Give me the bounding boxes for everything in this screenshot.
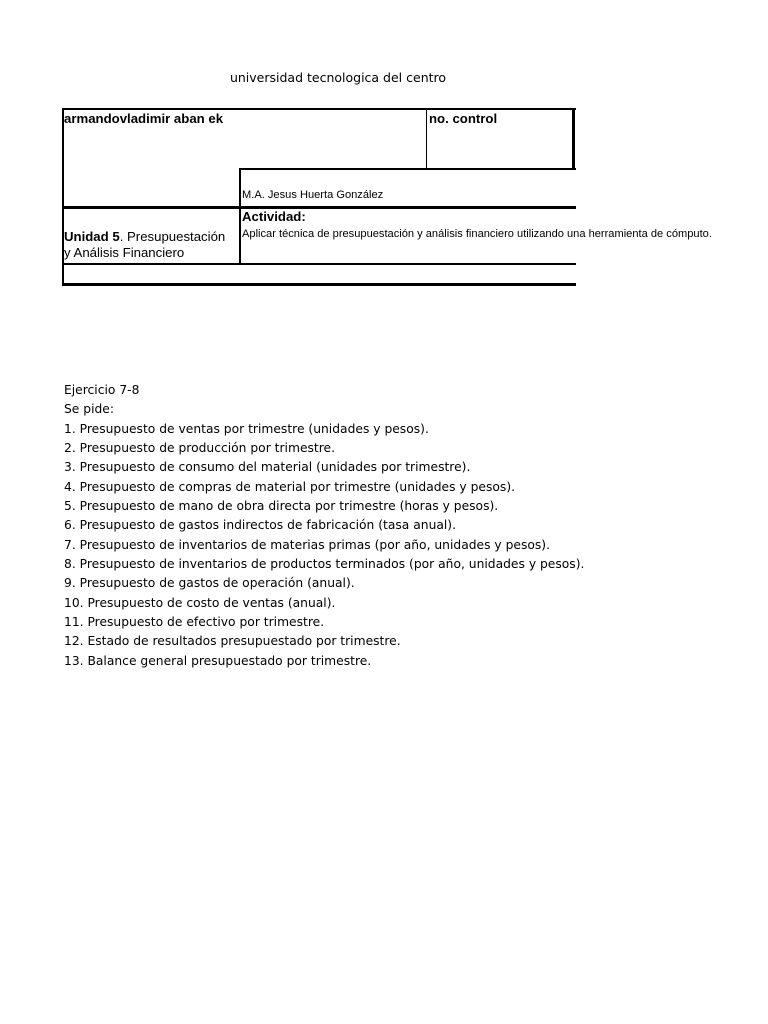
exercise-item: 9. Presupuesto de gastos de operación (anual). [64, 576, 355, 591]
exercise-item: 11. Presupuesto de efectivo por trimestre. [64, 615, 325, 630]
activity-label: Actividad: [242, 209, 306, 224]
student-name: armandovladimir aban ek [64, 111, 224, 126]
activity-description: Aplicar técnica de presupuestación y análisis financiero utilizando una herramienta de cómputo. [242, 228, 712, 240]
control-number-label: no. control [429, 111, 498, 126]
exercise-section [64, 381, 584, 671]
table-bottom-border [62, 283, 576, 286]
unit-number: Unidad 5 [64, 229, 120, 244]
control-cell-left-border [426, 108, 427, 169]
header-table [62, 108, 712, 286]
exercise-item: 1. Presupuesto de ventas por trimestre (unidades y pesos). [64, 421, 429, 436]
exercise-item: 12. Estado de resultados presupuestado por trimestre. [64, 634, 401, 649]
exercise-item: 7. Presupuesto de inventarios de materias primas (por año, unidades y pesos). [64, 537, 551, 552]
exercise-item: 2. Presupuesto de producción por trimestre. [64, 441, 335, 456]
teacher-name: M.A. Jesus Huerta González [242, 189, 384, 201]
exercise-item: 6. Presupuesto de gastos indirectos de fabricación (tasa anual). [64, 518, 457, 533]
exercise-item: 4. Presupuesto de compras de material por trimestre (unidades y pesos). [64, 479, 516, 494]
exercise-item: 13. Balance general presupuestado por trimestre. [64, 653, 372, 668]
teacher-row-top-border [239, 168, 576, 170]
table-top-border [62, 108, 576, 110]
exercise-heading: Ejercicio 7-8 [64, 383, 140, 397]
exercise-item: 5. Presupuesto de mano de obra directa por trimestre (horas y pesos). [64, 499, 499, 514]
unit-name-part1: . Presupuestación [119, 229, 226, 244]
exercise-item: 8. Presupuesto de inventarios de productos terminados (por año, unidades y pesos). [64, 557, 585, 572]
unit-row-bottom-border [62, 263, 576, 265]
unit-row-top-border [62, 206, 576, 209]
exercise-item: 10. Presupuesto de costo de ventas (anual). [64, 595, 336, 610]
exercise-subheading: Se pide: [64, 402, 115, 417]
unit-name-part2: y Análisis Financiero [64, 244, 185, 260]
document-title: universidad tecnologica del centro [229, 70, 447, 85]
unit-title [64, 229, 225, 260]
control-cell-right-border [572, 108, 575, 169]
name-column-divider [239, 168, 241, 265]
exercise-item: 3. Presupuesto de consumo del material (unidades por trimestre). [64, 460, 471, 475]
